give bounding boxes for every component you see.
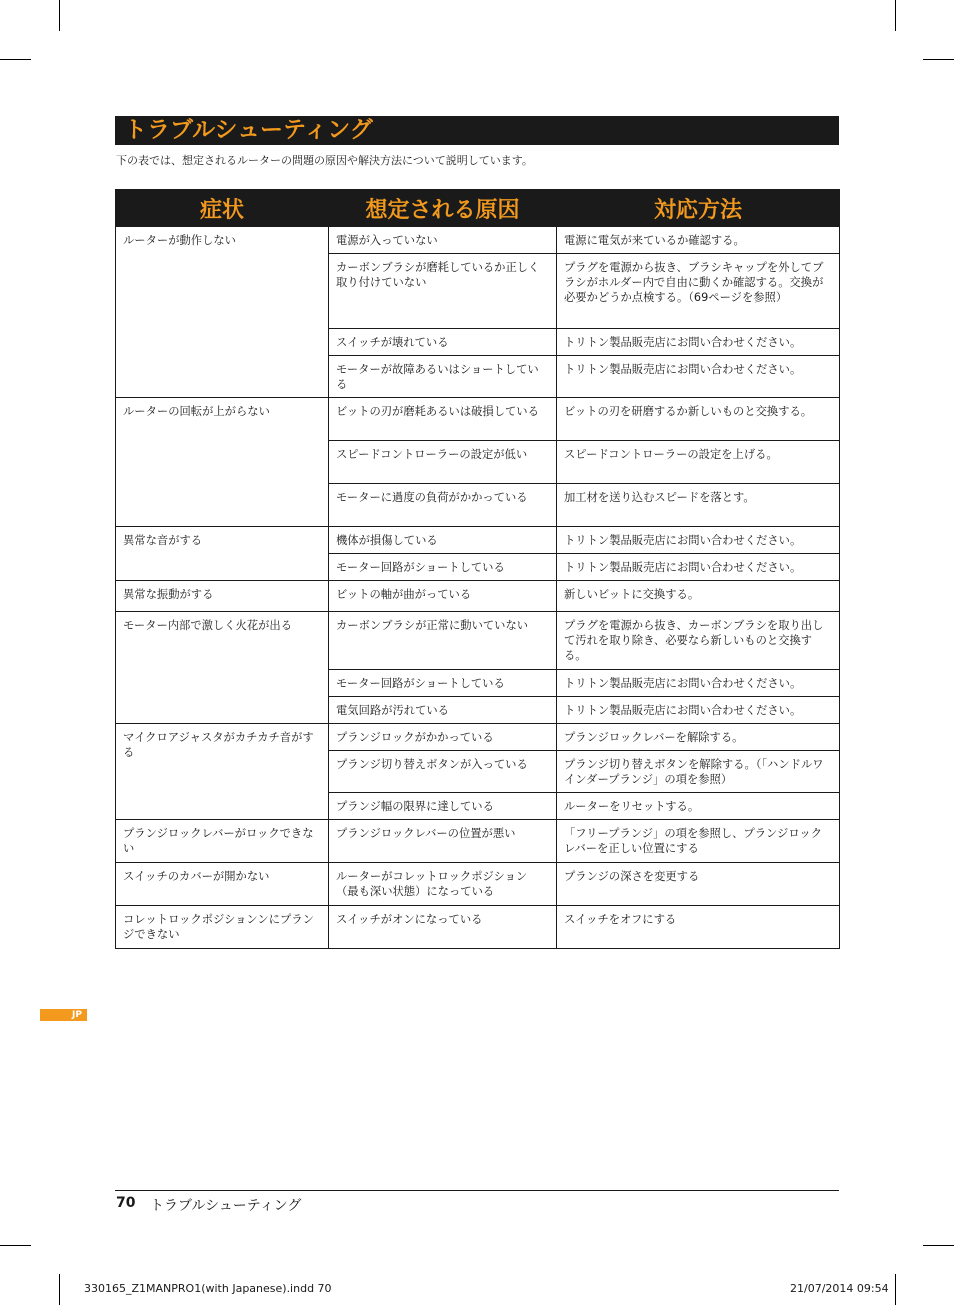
- remedy-cell: トリトン製品販売店にお問い合わせください。: [557, 527, 840, 554]
- footer-divider: [115, 1190, 839, 1191]
- cause-cell: モーター回路がショートしている: [329, 670, 557, 697]
- table-row: [116, 398, 840, 441]
- remedy-cell: プランジの深さを変更する: [557, 863, 840, 906]
- remedy-cell: トリトン製品販売店にお問い合わせください。: [557, 554, 840, 581]
- crop-mark: [923, 59, 954, 60]
- remedy-cell: 電源に電気が来ているか確認する。: [557, 227, 840, 254]
- cause-cell: ビットの軸が曲がっている: [329, 581, 557, 612]
- remedy-cell: スイッチをオフにする: [557, 906, 840, 949]
- remedy-cell: プラグを電源から抜き、ブラシキャップを外してブラシがホルダー内で自由に動くか確認する。交換が必要かどうか点検する。（69ページを参照）: [557, 254, 840, 329]
- table-header-row: [116, 190, 840, 227]
- table-row: [116, 581, 840, 612]
- symptom-cell: スイッチのカバーが開かない: [116, 863, 329, 906]
- cause-cell: カーボンブラシが正常に動いていない: [329, 612, 557, 670]
- remedy-cell: スピードコントローラーの設定を上げる。: [557, 441, 840, 484]
- cause-cell: 電気回路が汚れている: [329, 697, 557, 724]
- section-header: トラブルシューティング: [115, 116, 839, 145]
- column-header-cause: 想定される原因: [329, 190, 557, 227]
- remedy-cell: プラグを電源から抜き、カーボンブラシを取り出して汚れを取り除き、必要なら新しいものと交換する。: [557, 612, 840, 670]
- remedy-cell: 新しいビットに交換する。: [557, 581, 840, 612]
- symptom-cell: ルーターの回転が上がらない: [116, 398, 329, 527]
- cause-cell: プランジ幅の限界に達している: [329, 793, 557, 820]
- crop-mark: [59, 1274, 60, 1305]
- symptom-cell: 異常な振動がする: [116, 581, 329, 612]
- cause-cell: モーターが故障あるいはショートしている: [329, 356, 557, 398]
- symptom-cell: 異常な音がする: [116, 527, 329, 581]
- remedy-cell: ルーターをリセットする。: [557, 793, 840, 820]
- crop-mark: [59, 0, 60, 31]
- remedy-cell: トリトン製品販売店にお問い合わせください。: [557, 670, 840, 697]
- cause-cell: スピードコントローラーの設定が低い: [329, 441, 557, 484]
- cause-cell: スイッチが壊れている: [329, 329, 557, 356]
- crop-mark: [0, 1245, 31, 1246]
- crop-mark: [895, 0, 896, 31]
- remedy-cell: トリトン製品販売店にお問い合わせください。: [557, 697, 840, 724]
- footer-section-title: トラブルシューティング: [150, 1198, 302, 1214]
- symptom-cell: モーター内部で激しく火花が出る: [116, 612, 329, 724]
- remedy-cell: 「フリープランジ」の項を参照し、プランジロックレバーを正しい位置にする: [557, 820, 840, 863]
- cause-cell: 電源が入っていない: [329, 227, 557, 254]
- cause-cell: モーター回路がショートしている: [329, 554, 557, 581]
- table-row: [116, 820, 840, 863]
- crop-mark: [895, 1274, 896, 1305]
- remedy-cell: 加工材を送り込むスピードを落とす。: [557, 484, 840, 527]
- table-row: [116, 227, 840, 254]
- symptom-cell: プランジロックレバーがロックできない: [116, 820, 329, 863]
- cause-cell: スイッチがオンになっている: [329, 906, 557, 949]
- remedy-cell: トリトン製品販売店にお問い合わせください。: [557, 329, 840, 356]
- cause-cell: モーターに過度の負荷がかかっている: [329, 484, 557, 527]
- cause-cell: プランジロックがかかっている: [329, 724, 557, 751]
- crop-mark: [923, 1245, 954, 1246]
- table-row: [116, 724, 840, 751]
- remedy-cell: トリトン製品販売店にお問い合わせください。: [557, 356, 840, 398]
- table-row: [116, 863, 840, 906]
- print-slug-file: 330165_Z1MANPRO1(with Japanese).indd 70: [84, 1282, 332, 1295]
- remedy-cell: ビットの刃を研磨するか新しいものと交換する。: [557, 398, 840, 441]
- column-header-remedy: 対応方法: [557, 190, 840, 227]
- symptom-cell: コレットロックポジションンにプランジできない: [116, 906, 329, 949]
- cause-cell: 機体が損傷している: [329, 527, 557, 554]
- remedy-cell: プランジロックレバーを解除する。: [557, 724, 840, 751]
- table-row: [116, 612, 840, 670]
- table-row: [116, 906, 840, 949]
- symptom-cell: マイクロアジャスタがカチカチ音がする: [116, 724, 329, 820]
- crop-mark: [0, 59, 31, 60]
- cause-cell: ビットの刃が磨耗あるいは破損している: [329, 398, 557, 441]
- column-header-symptom: 症状: [116, 190, 329, 227]
- print-slug-date: 21/07/2014 09:54: [790, 1282, 889, 1295]
- cause-cell: カーボンブラシが磨耗しているか正しく取り付けていない: [329, 254, 557, 329]
- table-row: [116, 527, 840, 554]
- cause-cell: プランジ切り替えボタンが入っている: [329, 751, 557, 793]
- language-tab: JP: [40, 1009, 87, 1021]
- remedy-cell: プランジ切り替えボタンを解除する。（「ハンドルワインダープランジ」の項を参照）: [557, 751, 840, 793]
- cause-cell: プランジロックレバーの位置が悪い: [329, 820, 557, 863]
- symptom-cell: ルーターが動作しない: [116, 227, 329, 398]
- troubleshooting-table: [115, 189, 840, 949]
- intro-text: 下の表では、想定されるルーターの問題の原因や解決方法について説明しています。: [116, 154, 533, 167]
- page-number: 70: [116, 1195, 136, 1211]
- cause-cell: ルーターがコレットロックポジション（最も深い状態）になっている: [329, 863, 557, 906]
